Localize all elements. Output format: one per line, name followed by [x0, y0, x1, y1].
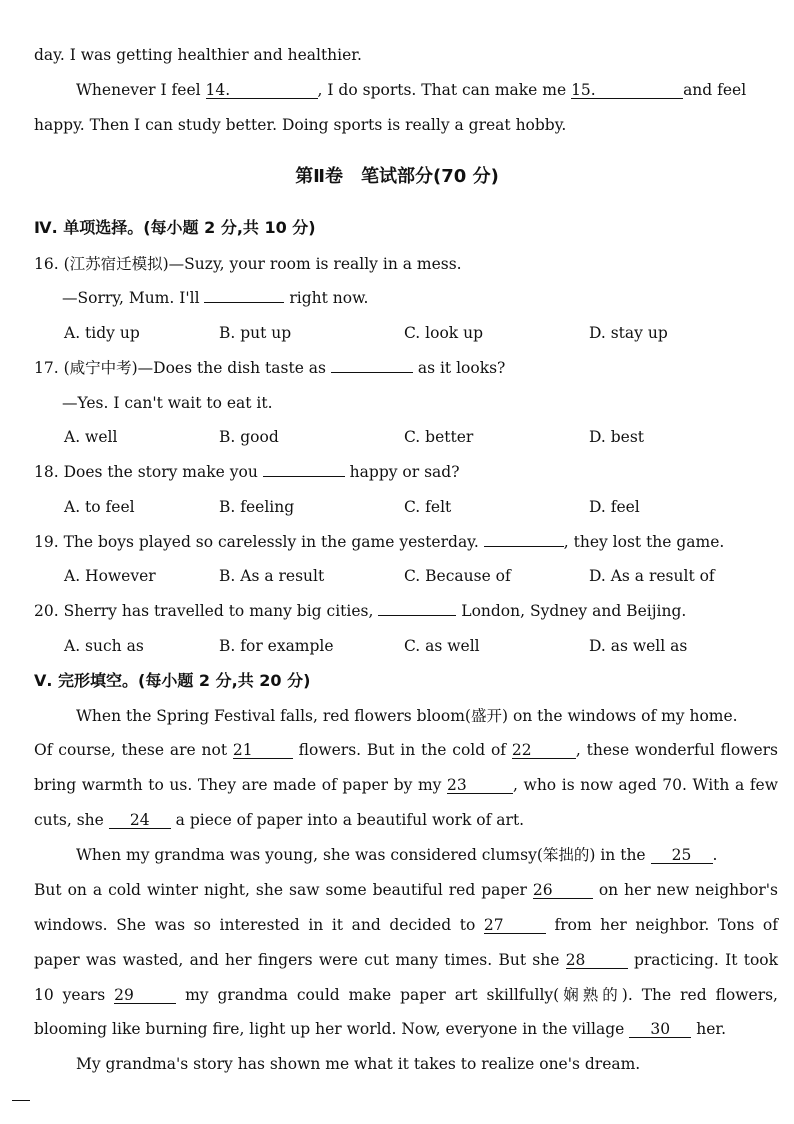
passage-p1-line-4: cuts, she 24 a piece of paper into a beautiful work of art. — [34, 811, 525, 829]
passage-p2-line-6: blooming like burning fire, light up her world. Now, everyone in the village 30 her. — [34, 1020, 726, 1038]
intro-line-1: day. I was getting healthier and healthier. — [34, 46, 362, 64]
q17-blank[interactable] — [331, 372, 413, 373]
q17-response: —Yes. I can't wait to eat it. — [62, 394, 273, 412]
q18-stem: 18. Does the story make you happy or sad? — [34, 463, 460, 481]
q17-option-d[interactable]: D. best — [589, 428, 645, 446]
blank-21[interactable]: 21 — [233, 742, 293, 759]
q17-option-b[interactable]: B. good — [219, 428, 279, 446]
page-footer-dash — [12, 1100, 30, 1101]
passage-p1-line-2: Of course, these are not 21 flowers. But in the cold of 22 , these wonderful flowers — [34, 741, 778, 759]
q16-option-b[interactable]: B. put up — [219, 324, 292, 342]
passage-p2-line-5: 10 years 29 my grandma could make paper art skillfully(娴熟的). The red flowers, — [34, 986, 778, 1004]
blank-24[interactable]: 24 — [109, 812, 171, 829]
q20-option-c[interactable]: C. as well — [404, 637, 480, 655]
q16-option-d[interactable]: D. stay up — [589, 324, 668, 342]
q19-option-d[interactable]: D. As a result of — [589, 567, 715, 585]
blank-14[interactable]: 14. — [206, 82, 318, 99]
q20-option-a[interactable]: A. such as — [64, 637, 144, 655]
section-title: 第Ⅱ卷 笔试部分(70 分) — [295, 166, 499, 187]
q18-option-d[interactable]: D. feel — [589, 498, 640, 516]
q17-option-a[interactable]: A. well — [64, 428, 118, 446]
q20-option-b[interactable]: B. for example — [219, 637, 334, 655]
q20-stem: 20. Sherry has travelled to many big cities, London, Sydney and Beijing. — [34, 602, 687, 620]
passage-p1-line-3: bring warmth to us. They are made of paper by my 23 , who is now aged 70. With a few — [34, 776, 778, 794]
q19-stem: 19. The boys played so carelessly in the game yesterday. , they lost the game. — [34, 533, 725, 551]
blank-26[interactable]: 26 — [533, 882, 593, 899]
q19-option-a[interactable]: A. However — [64, 567, 156, 585]
intro-line-2: Whenever I feel 14. , I do sports. That can make me 15. and feel — [76, 81, 747, 99]
q18-blank[interactable] — [263, 476, 345, 477]
q18-option-b[interactable]: B. feeling — [219, 498, 295, 516]
q19-blank[interactable] — [484, 546, 564, 547]
q16-option-a[interactable]: A. tidy up — [64, 324, 140, 342]
blank-25[interactable]: 25 — [651, 847, 713, 864]
passage-p2-line-1: When my grandma was young, she was considered clumsy(笨拙的) in the 25 . — [76, 846, 718, 864]
blank-22[interactable]: 22 — [512, 742, 576, 759]
q17-stem: 17. (咸宁中考)—Does the dish taste as as it looks? — [34, 359, 506, 377]
q16-stem: 16. (江苏宿迁模拟)—Suzy, your room is really in a mess. — [34, 255, 462, 273]
passage-p3-line-1: My grandma's story has shown me what it takes to realize one's dream. — [76, 1055, 641, 1073]
q17-option-c[interactable]: C. better — [404, 428, 474, 446]
blank-28[interactable]: 28 — [566, 952, 628, 969]
q19-option-c[interactable]: C. Because of — [404, 567, 511, 585]
q19-option-b[interactable]: B. As a result — [219, 567, 325, 585]
passage-p1-line-1: When the Spring Festival falls, red flowers bloom(盛开) on the windows of my home. — [76, 707, 738, 725]
intro-line-3: happy. Then I can study better. Doing sports is really a great hobby. — [34, 116, 567, 134]
q20-blank[interactable] — [378, 615, 456, 616]
q16-response: —Sorry, Mum. I'll right now. — [62, 289, 369, 307]
q16-blank[interactable] — [204, 302, 284, 303]
blank-27[interactable]: 27 — [484, 917, 546, 934]
q20-option-d[interactable]: D. as well as — [589, 637, 688, 655]
passage-p2-line-2: But on a cold winter night, she saw some beautiful red paper 26 on her new neighbor's — [34, 881, 778, 899]
blank-30[interactable]: 30 — [629, 1021, 691, 1038]
part5-heading: Ⅴ. 完形填空。(每小题 2 分,共 20 分) — [34, 671, 311, 690]
blank-15[interactable]: 15. — [571, 82, 683, 99]
blank-29[interactable]: 29 — [114, 987, 176, 1004]
q18-option-a[interactable]: A. to feel — [64, 498, 135, 516]
part4-heading: Ⅳ. 单项选择。(每小题 2 分,共 10 分) — [34, 218, 316, 237]
passage-p2-line-3: windows. She was so interested in it and decided to 27 from her neighbor. Tons of — [34, 916, 778, 934]
passage-p2-line-4: paper was wasted, and her fingers were cut many times. But she 28 practicing. It took — [34, 951, 779, 969]
q16-option-c[interactable]: C. look up — [404, 324, 484, 342]
blank-23[interactable]: 23 — [447, 777, 513, 794]
q18-option-c[interactable]: C. felt — [404, 498, 452, 516]
